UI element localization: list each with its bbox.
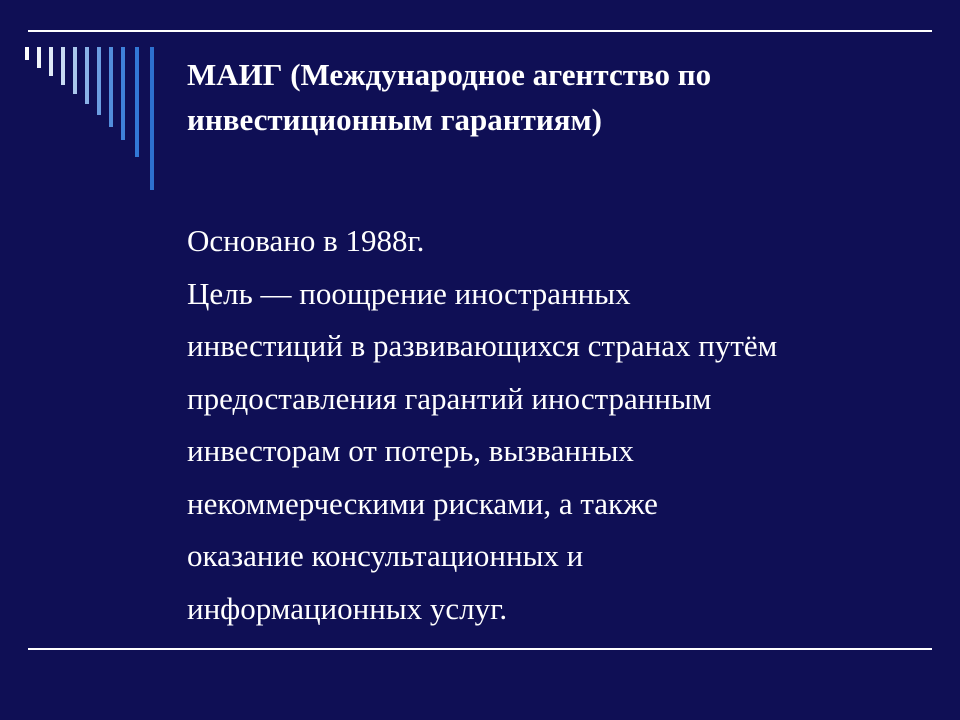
title-line: МАИГ (Международное агентство по: [187, 57, 712, 92]
body-line: некоммерческими рисками, а также: [187, 485, 658, 521]
body-line: инвесторам от потерь, вызванных: [187, 433, 634, 468]
bottom-rule: [28, 648, 932, 650]
stripe: [150, 47, 154, 190]
slide-title: [187, 52, 927, 142]
stripe: [61, 47, 65, 85]
body-line: Цель — поощрение иностранных: [187, 275, 631, 311]
title-line: инвестиционным гарантиям): [187, 102, 602, 137]
stripe: [109, 47, 113, 127]
slide-body: [187, 215, 927, 635]
stripe: [85, 47, 89, 104]
body-line: оказание консультационных и: [187, 538, 584, 573]
stripe: [97, 47, 101, 115]
body-line: информационных услуг.: [187, 590, 508, 626]
body-line: предоставления гарантий иностранным: [187, 380, 712, 416]
top-rule: [28, 30, 932, 32]
stripe: [121, 47, 125, 140]
body-line-founded: Основано в 1988г.: [187, 223, 425, 258]
stripe: [25, 47, 29, 60]
body-line: инвестиций в развивающихся странах путём: [187, 328, 778, 363]
stripe: [37, 47, 41, 68]
stripe: [135, 47, 139, 157]
stripe: [73, 47, 77, 94]
stripe: [49, 47, 53, 76]
